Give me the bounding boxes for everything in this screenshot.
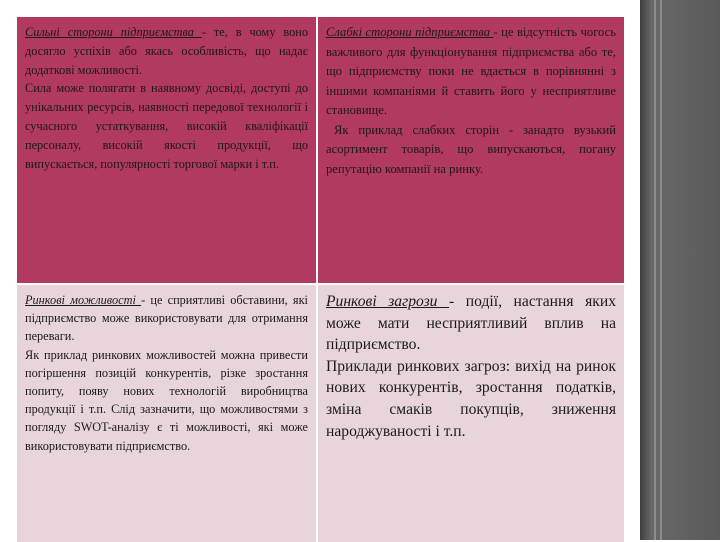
opportunities-definition: - це сприятливі обставини, які підприємство може використовувати для отримання переваги. bbox=[25, 293, 308, 344]
swot-table bbox=[17, 17, 624, 540]
opportunities-paragraph-1 bbox=[25, 291, 308, 346]
decorative-side-bar bbox=[640, 0, 720, 540]
threats-paragraph-1 bbox=[326, 291, 616, 356]
threats-cell bbox=[318, 285, 624, 542]
side-bar-line bbox=[660, 0, 662, 540]
weaknesses-paragraph-1 bbox=[326, 23, 616, 121]
weaknesses-cell bbox=[318, 17, 624, 283]
strengths-examples: Сила може полягати в наявному досвіді, доступі до унікальних ресурсів, наявності передової технології і сучасного устаткування, високій кваліфікації персоналу, високій якості продукції, що випускається, популярності торгової марки і т.п. bbox=[25, 81, 308, 171]
threats-heading: Ринкові загрози bbox=[326, 293, 450, 310]
threats-definition: - події, настання яких може мати несприятливий вплив на підприємство. bbox=[326, 293, 616, 354]
strengths-paragraph-1 bbox=[25, 23, 308, 79]
strengths-definition: - те, в чому воно досягло успіхів або якась особливість, що надає додаткові можливості. bbox=[25, 25, 309, 77]
strengths-cell bbox=[17, 17, 316, 283]
opportunities-heading: Ринкові можливості bbox=[25, 293, 142, 307]
weaknesses-heading: Слабкі сторони підприємства bbox=[326, 25, 494, 39]
strengths-heading: Сильні сторони підприємства bbox=[25, 25, 202, 39]
opportunities-cell bbox=[17, 285, 316, 542]
weaknesses-definition: - це відсутність чогось важливого для функціонування підприємства або те, що підприємству поки не вдається в порівнянні з іншими компаніями й ставить його у несприятливе становище. bbox=[326, 25, 616, 117]
threats-examples: Приклади ринкових загроз: вихід на ринок нових конкурентів, зростання податків, зміна смаків покупців, зниження народжуваності і т.п. bbox=[326, 357, 616, 440]
side-bar-line bbox=[654, 0, 656, 540]
side-bar-shadow bbox=[640, 0, 652, 540]
weaknesses-examples: Як приклад слабких сторін - занадто вузький асортимент товарів, що випускаються, погану репутацію компанії на ринку. bbox=[326, 122, 616, 176]
opportunities-examples: Як приклад ринкових можливостей можна привести погіршення позицій конкурентів, різке зростання попиту, появу нових технологій виробництва продукції і т.п. Слід зазначити, що можливостями з погляду SWOT-аналізу є ті можливості, які може використовувати підприємство. bbox=[25, 347, 308, 453]
